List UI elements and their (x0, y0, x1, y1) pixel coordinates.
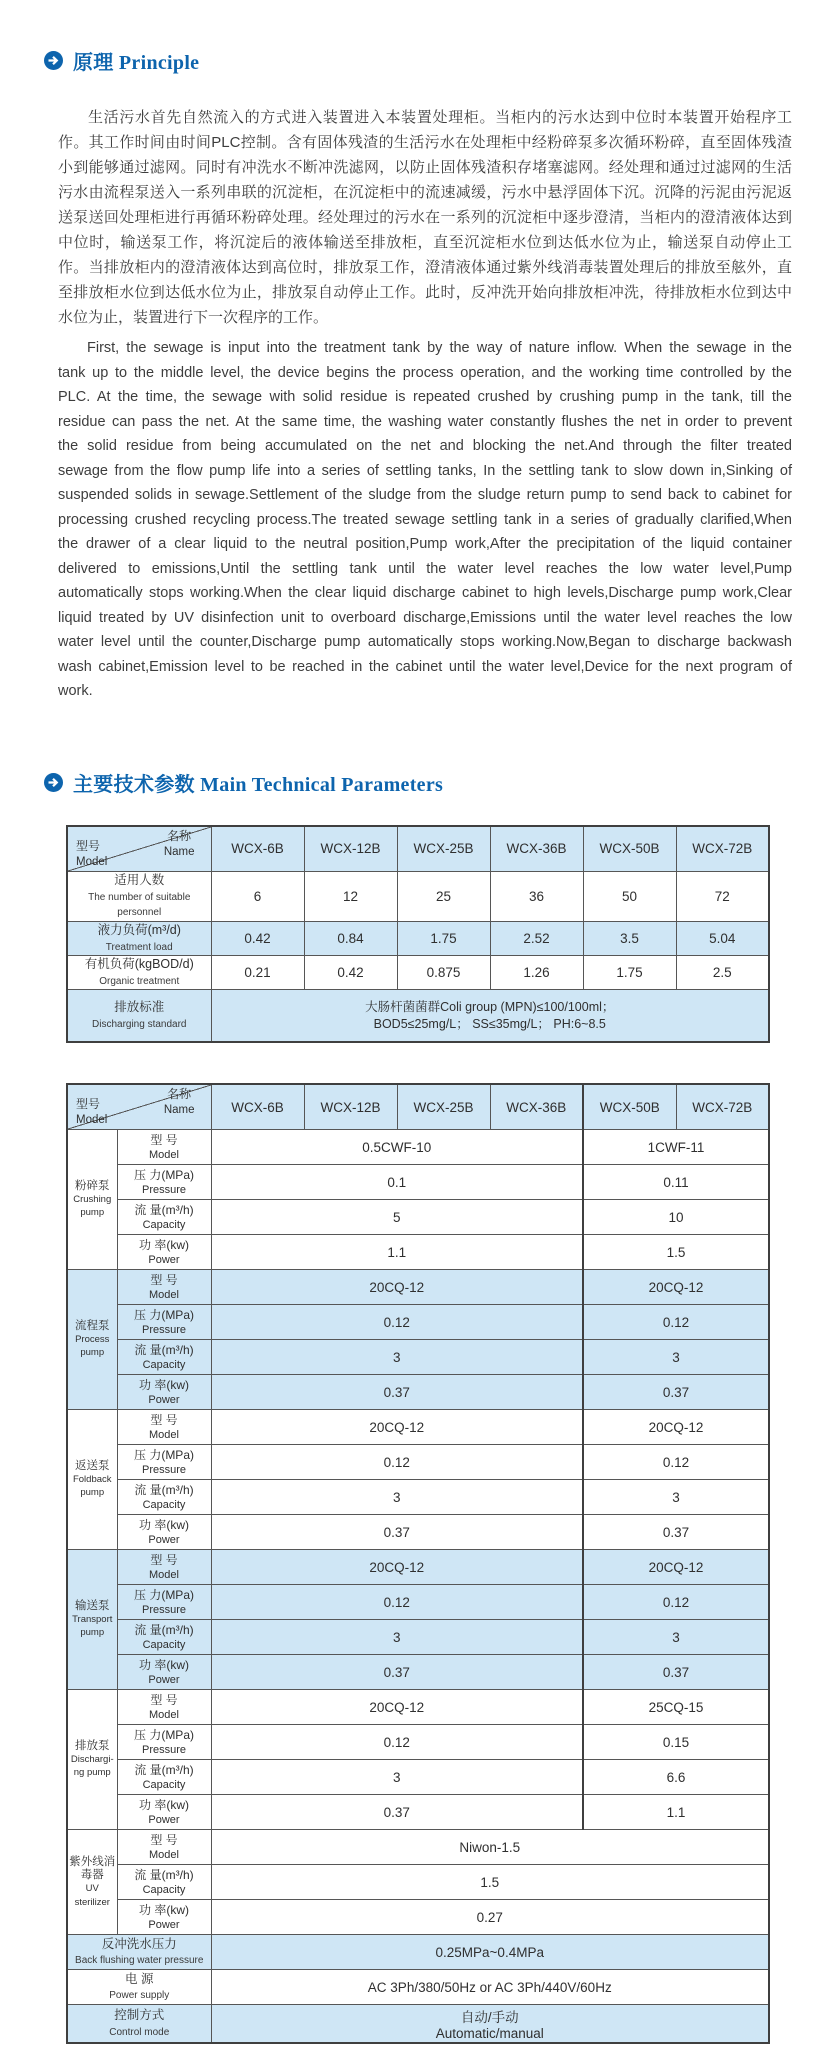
row-label: 电 源 Power supply (67, 1970, 211, 2005)
value-cell: 50 (583, 872, 676, 922)
row-label: 功 率(kw) Power (117, 1515, 211, 1550)
section-title: 原理 Principle (73, 52, 200, 74)
row-label: 流 量(m³/h) Capacity (117, 1340, 211, 1375)
table-row (67, 1550, 769, 1585)
principle-paragraph-en: First, the sewage is input into the treatment tank by the way of nature inflow. When the sewage in the tank up to the middle level, the device begins the process operation, and the working time controlled by the PLC. At the time, the sewage with solid residue is repeated crushed by crushing pump in the tank, till the residue can pass the net. At the same time, the washing water constantly flushes the net in order to prevent the solid residue from being accumulated on the net and blocking the net.And through the filter treated sewage from the flow pump life into a series of settling tanks, In the settling tank to slow down in,Sinking of suspended solids in sewage.Settlement of the sludge from the sludge return pump to send back to cabinet for processing crushed recycling process.The treated sewage settling tank in a series of gradually clarified,When the drawer of a clear liquid to the neutral position,Pump work,After the precipitation of the liquid container delivered to emissions,Until the settling tank until the water level reaches the low water level,Pump automatically stops working.When the clear liquid discharge cabinet to high levels,Discharge pump work,Clear liquid treated by UV disinfection unit to overboard discharge,Emissions until the water level reaches the low water level until the counter,Discharge pump automatically stops working.Now,Began to discharge backwash wash cabinet,Emission level to be reached in the cabinet until the water level,Device for the next program of work. (58, 340, 792, 699)
group-label: 粉碎泵 Crushing pump (67, 1130, 117, 1270)
table-row (67, 1270, 769, 1305)
group-label: 返送泵 Foldback pump (67, 1410, 117, 1550)
table-row (67, 1130, 769, 1165)
section-title: 主要技术参数 Main Technical Parameters (73, 773, 444, 796)
column-header: WCX-72B (676, 826, 769, 872)
value-cell: 3 (211, 1760, 583, 1795)
value-cell: 3.5 (583, 921, 676, 955)
row-label: 压 力(MPa) Pressure (117, 1585, 211, 1620)
value-cell: 2.52 (490, 921, 583, 955)
parameters-section-heading (44, 768, 794, 797)
header-row (67, 1084, 769, 1130)
table-row (67, 1235, 769, 1270)
row-label: 流 量(m³/h) Capacity (117, 1865, 211, 1900)
value-cell: 1.1 (583, 1795, 769, 1830)
value-cell: 20CQ-12 (211, 1410, 583, 1445)
discharging-standard-value: 大肠杆菌菌群Coli group (MPN)≤100/100ml； BOD5≤25mg/L； SS≤35mg/L； PH:6~8.5 (211, 990, 769, 1042)
column-header: WCX-25B (397, 826, 490, 872)
value-cell: 5.04 (676, 921, 769, 955)
column-header: WCX-72B (676, 1084, 769, 1130)
column-header: WCX-36B (490, 1084, 583, 1130)
value-cell: 20CQ-12 (583, 1270, 769, 1305)
table-row (67, 1760, 769, 1795)
principle-section-heading (44, 46, 794, 75)
table-row (67, 1515, 769, 1550)
row-label: 流 量(m³/h) Capacity (117, 1620, 211, 1655)
corner-model-label: 型号 Model (76, 1097, 108, 1126)
table-row (67, 1165, 769, 1200)
corner-name-label: 名称 Name (163, 828, 195, 858)
row-label: 功 率(kw) Power (117, 1795, 211, 1830)
row-label: 功 率(kw) Power (117, 1375, 211, 1410)
table-row (67, 1375, 769, 1410)
value-cell: 0.37 (583, 1375, 769, 1410)
table-row (67, 990, 769, 1042)
value-cell: 1.5 (583, 1235, 769, 1270)
value-cell: 36 (490, 872, 583, 922)
value-cell: 3 (583, 1340, 769, 1375)
row-label: 压 力(MPa) Pressure (117, 1305, 211, 1340)
table-row (67, 1410, 769, 1445)
group-label: 紫外线消毒器 UV sterilizer (67, 1830, 117, 1935)
value-cell: 1CWF-11 (583, 1130, 769, 1165)
row-label: 流 量(m³/h) Capacity (117, 1760, 211, 1795)
table-row (67, 872, 769, 922)
row-label: 压 力(MPa) Pressure (117, 1445, 211, 1480)
value-cell: 25 (397, 872, 490, 922)
circle-arrow-right-icon (44, 773, 63, 792)
value-cell: 25CQ-15 (583, 1690, 769, 1725)
value-cell: 20CQ-12 (583, 1550, 769, 1585)
corner-model-label: 型号 Model (76, 838, 108, 868)
value-cell: 0.11 (583, 1165, 769, 1200)
row-label: 功 率(kw) Power (117, 1235, 211, 1270)
value-cell: 20CQ-12 (211, 1690, 583, 1725)
value-cell: 0.5CWF-10 (211, 1130, 583, 1165)
value-cell: 0.12 (211, 1305, 583, 1340)
header-row (67, 826, 769, 872)
value-cell: 0.21 (211, 956, 304, 990)
row-label: 功 率(kw) Power (117, 1655, 211, 1690)
table-row (67, 1865, 769, 1900)
value-cell: 20CQ-12 (211, 1550, 583, 1585)
value-cell: 10 (583, 1200, 769, 1235)
value-cell: 0.15 (583, 1725, 769, 1760)
table-row (67, 956, 769, 990)
value-cell: 3 (211, 1340, 583, 1375)
value-cell: AC 3Ph/380/50Hz or AC 3Ph/440V/60Hz (211, 1970, 769, 2005)
row-label: 压 力(MPa) Pressure (117, 1165, 211, 1200)
value-cell: 3 (583, 1480, 769, 1515)
value-cell: 1.1 (211, 1235, 583, 1270)
table-row (67, 1830, 769, 1865)
principle-paragraph-zh: 生活污水首先自然流入的方式进入装置进入本装置处理柜。当柜内的污水达到中位时本装置开始程序工作。其工作时间由时间PLC控制。含有固体残渣的生活污水在处理柜中经粉碎泵多次循环粉碎，直至固体残渣小到能够通过滤网。同时有冲洗水不断冲洗滤网，以防止固体残渣积存堵塞滤网。经处理和通过过滤网的生活污水由流程泵送入一系列串联的沉淀柜，在沉淀柜中的流速减缓，污水中悬浮固体下沉。沉降的污泥由污泥返送泵送回处理柜进行再循环粉碎处理。经处理过的污水在一系列的沉淀柜中逐步澄清，当柜内的澄清液体达到中位时，输送泵工作，将沉淀后的液体输送至排放柜，直至沉淀柜水位到达低水位为止，输送泵自动停止工作。当排放柜内的澄清液体达到高位时，排放泵工作，澄清液体通过紫外线消毒装置处理后的排放至舷外，直至排放柜水位到达低水位为止，排放泵自动停止工作。此时，反冲洗开始向排放柜冲洗，待排放柜水位到达中水位为止，装置进行下一次程序的工作。 (58, 109, 792, 326)
column-header: WCX-12B (304, 1084, 397, 1130)
table-row (67, 2005, 769, 2044)
circle-arrow-right-icon (44, 51, 63, 70)
row-label: 型 号 Model (117, 1130, 211, 1165)
table-row (67, 1305, 769, 1340)
column-header: WCX-6B (211, 1084, 304, 1130)
value-cell: 20CQ-12 (211, 1270, 583, 1305)
table-row (67, 1445, 769, 1480)
corner-cell (67, 1084, 211, 1130)
value-cell: Niwon-1.5 (211, 1830, 769, 1865)
main-parameters-table-body (67, 826, 769, 1042)
value-cell: 1.26 (490, 956, 583, 990)
row-label: 有机负荷(kgBOD/d) Organic treatment (67, 956, 211, 990)
row-label: 控制方式 Control mode (67, 2005, 211, 2044)
table-row (67, 1480, 769, 1515)
column-header: WCX-36B (490, 826, 583, 872)
value-cell: 0.12 (211, 1725, 583, 1760)
row-label: 排放标准 Discharging standard (67, 990, 211, 1042)
table-row (67, 1970, 769, 2005)
value-cell: 自动/手动 Automatic/manual (211, 2005, 769, 2044)
value-cell: 3 (583, 1620, 769, 1655)
row-label: 适用人数 The number of suitable personnel (67, 872, 211, 922)
row-label: 型 号 Model (117, 1690, 211, 1725)
value-cell: 1.5 (211, 1865, 769, 1900)
corner-name-label: 名称 Name (163, 1086, 195, 1116)
value-cell: 0.12 (583, 1445, 769, 1480)
table-row (67, 1935, 769, 1970)
group-label: 排放泵 Dischargi-ng pump (67, 1690, 117, 1830)
value-cell: 5 (211, 1200, 583, 1235)
value-cell: 72 (676, 872, 769, 922)
main-parameters-table (66, 825, 770, 1043)
value-cell: 0.37 (583, 1655, 769, 1690)
row-label: 型 号 Model (117, 1550, 211, 1585)
table-row (67, 1655, 769, 1690)
value-cell: 1.75 (583, 956, 676, 990)
value-cell: 0.37 (583, 1515, 769, 1550)
value-cell: 0.12 (583, 1585, 769, 1620)
table-row (67, 1585, 769, 1620)
table-row (67, 1900, 769, 1935)
table-row (67, 1795, 769, 1830)
corner-cell (67, 826, 211, 872)
row-label: 型 号 Model (117, 1410, 211, 1445)
row-label: 反冲洗水压力 Back flushing water pressure (67, 1935, 211, 1970)
table-row (67, 921, 769, 955)
column-header: WCX-50B (583, 826, 676, 872)
value-cell: 12 (304, 872, 397, 922)
value-cell: 0.27 (211, 1900, 769, 1935)
group-label: 流程泵 Process pump (67, 1270, 117, 1410)
value-cell: 0.84 (304, 921, 397, 955)
pump-parameters-table (66, 1083, 770, 2045)
value-cell: 3 (211, 1480, 583, 1515)
value-cell: 0.37 (211, 1375, 583, 1410)
table-row (67, 1200, 769, 1235)
row-label: 功 率(kw) Power (117, 1900, 211, 1935)
value-cell: 0.37 (211, 1515, 583, 1550)
column-header: WCX-6B (211, 826, 304, 872)
value-cell: 0.42 (211, 921, 304, 955)
row-label: 流 量(m³/h) Capacity (117, 1480, 211, 1515)
row-label: 液力负荷(m³/d) Treatment load (67, 921, 211, 955)
value-cell: 3 (211, 1620, 583, 1655)
column-header: WCX-12B (304, 826, 397, 872)
column-header: WCX-25B (397, 1084, 490, 1130)
value-cell: 0.37 (211, 1655, 583, 1690)
value-cell: 0.12 (211, 1585, 583, 1620)
table-row (67, 1340, 769, 1375)
column-header: WCX-50B (583, 1084, 676, 1130)
value-cell: 0.42 (304, 956, 397, 990)
value-cell: 0.1 (211, 1165, 583, 1200)
value-cell: 6.6 (583, 1760, 769, 1795)
pump-parameters-table-body (67, 1084, 769, 2044)
table-row (67, 1620, 769, 1655)
value-cell: 6 (211, 872, 304, 922)
value-cell: 0.12 (211, 1445, 583, 1480)
table-row (67, 1725, 769, 1760)
table-row (67, 1690, 769, 1725)
row-label: 型 号 Model (117, 1830, 211, 1865)
value-cell: 1.75 (397, 921, 490, 955)
row-label: 流 量(m³/h) Capacity (117, 1200, 211, 1235)
value-cell: 20CQ-12 (583, 1410, 769, 1445)
row-label: 型 号 Model (117, 1270, 211, 1305)
row-label: 压 力(MPa) Pressure (117, 1725, 211, 1760)
value-cell: 0.25MPa~0.4MPa (211, 1935, 769, 1970)
value-cell: 0.37 (211, 1795, 583, 1830)
value-cell: 0.12 (583, 1305, 769, 1340)
group-label: 输送泵 Transport pump (67, 1550, 117, 1690)
value-cell: 0.875 (397, 956, 490, 990)
value-cell: 2.5 (676, 956, 769, 990)
